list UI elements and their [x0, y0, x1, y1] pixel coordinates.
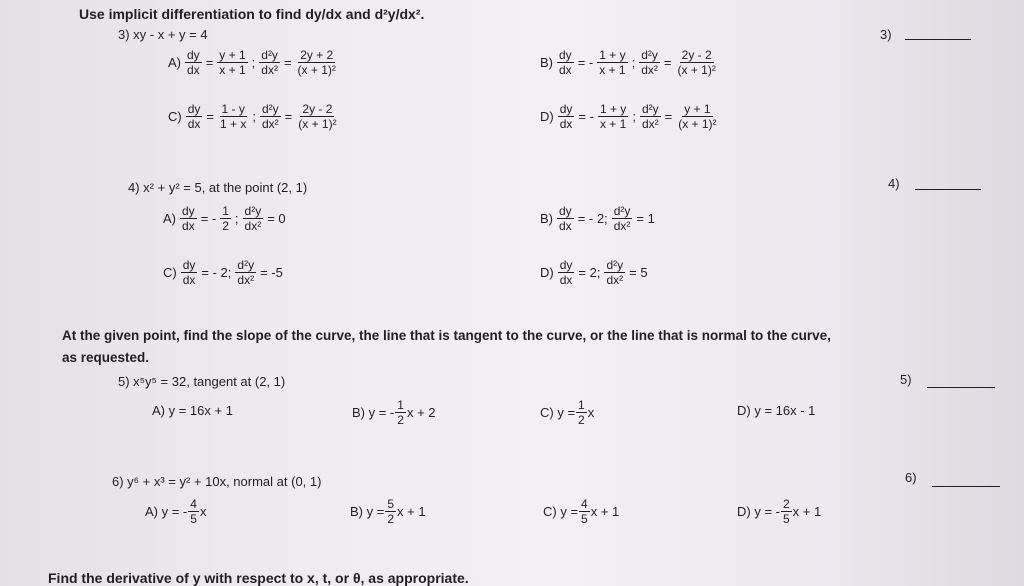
q4-answer-blank[interactable] — [915, 188, 981, 190]
q3-number: 3) — [880, 27, 892, 42]
q6-answer-blank[interactable] — [932, 485, 1000, 487]
q3-answer-blank[interactable] — [905, 38, 971, 40]
q5-option-b[interactable]: B) y = - $\frac{1}{2}$ x + 2 — [352, 398, 436, 427]
q6-number: 6) — [905, 470, 917, 485]
q6-option-b[interactable]: B) y = $\frac{5}{2}$ x + 1 — [350, 497, 426, 526]
q3-option-a[interactable]: A) $\frac{dy}{dx}$ = $\frac{y + 1}{x + 1}$ ; $\frac{\text{d²y}}{\text{dx²}}$ = $\frac{2y + 2}{\text{(x + 1)²}}$ — [168, 48, 336, 77]
q4-option-a[interactable]: A) $\frac{dy}{dx}$ = - $\frac{1}{2}$ ; $\frac{\text{d²y}}{\text{dx²}}$ = 0 — [163, 204, 286, 233]
instructions-header: Use implicit differentiation to find dy/dx and d²y/dx². — [79, 6, 425, 22]
q6-option-d[interactable]: D) y = - $\frac{2}{5}$ x + 1 — [737, 497, 822, 526]
q5-prompt: 5) x⁵y⁵ = 32, tangent at (2, 1) — [118, 374, 286, 389]
q3-option-b[interactable]: B) $\frac{dy}{dx}$ = - $\frac{1 + y}{x + 1}$ ; $\frac{\text{d²y}}{\text{dx²}}$ = $\frac{2y - 2}{\text{(x + 1)²}}$ — [540, 48, 716, 77]
q3-prompt: 3) xy - x + y = 4 — [118, 27, 208, 42]
q5-number: 5) — [900, 372, 912, 387]
q3-option-c[interactable]: C) $\frac{dy}{dx}$ = $\frac{1 - y}{1 + x}$ ; $\frac{\text{d²y}}{\text{dx²}}$ = $\frac{2y - 2}{\text{(x + 1)²}}$ — [168, 102, 337, 131]
q5-answer-blank[interactable] — [927, 386, 995, 388]
next-section-instructions: Find the derivative of y with respect to x, t, or θ, as appropriate. — [48, 570, 469, 586]
q6-option-c[interactable]: C) y = $\frac{4}{5}$ x + 1 — [543, 497, 620, 526]
q4-option-c[interactable]: C) $\frac{dy}{dx}$ = - 2; $\frac{\text{d²y}}{\text{dx²}}$ = -5 — [163, 258, 283, 287]
q5-option-a[interactable]: A) y = 16x + 1 — [152, 403, 233, 418]
q4-prompt: 4) x² + y² = 5, at the point (2, 1) — [128, 180, 308, 195]
q4-number: 4) — [888, 176, 900, 191]
q3-option-d[interactable]: D) $\frac{dy}{dx}$ = - $\frac{1 + y}{x + 1}$ ; $\frac{\text{d²y}}{\text{dx²}}$ = $\frac{y + 1}{\text{(x + 1)²}}$ — [540, 102, 717, 131]
q6-prompt: 6) y⁶ + x³ = y² + 10x, normal at (0, 1) — [112, 474, 322, 489]
q4-option-b[interactable]: B) $\frac{dy}{dx}$ = - 2; $\frac{\text{d²y}}{\text{dx²}}$ = 1 — [540, 204, 655, 233]
section-instructions-line2: as requested. — [62, 350, 150, 365]
section-instructions-line1: At the given point, find the slope of the curve, the line that is tangent to the curve, or the line that is normal to the curve, — [62, 328, 831, 343]
q5-option-d[interactable]: D) y = 16x - 1 — [737, 403, 816, 418]
q6-option-a[interactable]: A) y = - $\frac{4}{5}$ x — [145, 497, 207, 526]
q5-option-c[interactable]: C) y = $\frac{1}{2}$ x — [540, 398, 595, 427]
q4-option-d[interactable]: D) $\frac{dy}{dx}$ = 2; $\frac{\text{d²y}}{\text{dx²}}$ = 5 — [540, 258, 648, 287]
